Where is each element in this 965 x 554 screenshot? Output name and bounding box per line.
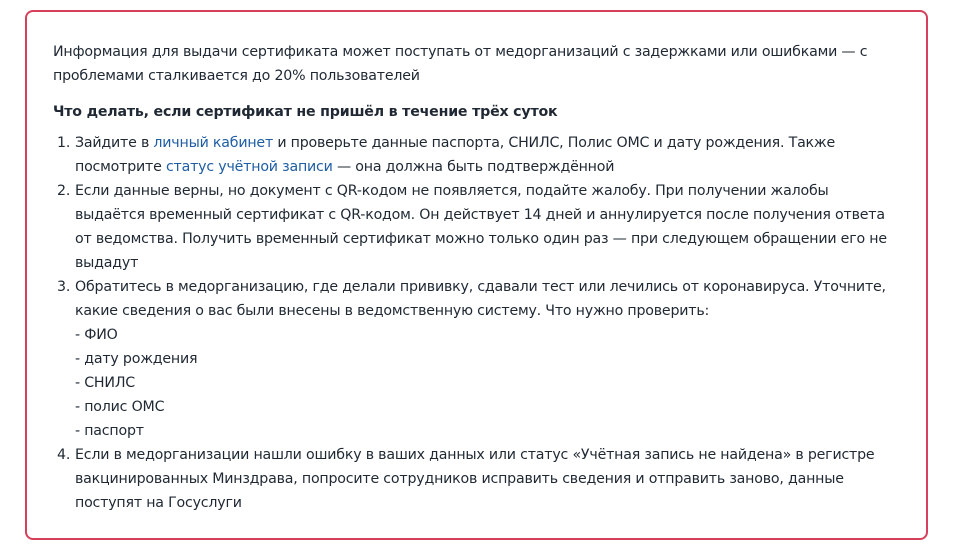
steps-list [53,131,902,515]
step-2-text: Если данные верны, но документ с QR-кодом не появляется, подайте жалобу. При получении жалобы выдаётся временный сертификат с QR-кодом. Он действует 14 дней и аннулируется после получения ответа от ведомства. Получить временный сертификат можно только один раз — при следующем обращении его не выдадут [75,183,887,271]
step-1-text-a: Зайдите в [75,135,154,151]
account-status-link[interactable]: статус учётной записи [165,159,333,175]
step-3 [53,275,902,443]
step-number: 1. [57,135,71,151]
step-2 [53,179,902,275]
section-heading: Что делать, если сертификат не пришёл в течение трёх суток [53,104,558,120]
check-item-birthdate: - дату рождения [75,351,198,367]
step-number: 3. [57,279,71,295]
step-1 [53,131,902,179]
check-item-passport: - паспорт [75,423,144,439]
check-item-snils: - СНИЛС [75,375,135,391]
step-3-text: Обратитесь в медорганизацию, где делали прививку, сдавали тест или лечились от коронавируса. Уточните, какие сведения о вас были внесены в ведомственную систему. Что нужно проверить: [75,279,886,319]
intro-text: Информация для выдачи сертификата может поступать от медорганизаций с задержками или ошибками — с проблемами сталкивается до 20% пользователей [53,44,868,84]
step-4-text: Если в медорганизации нашли ошибку в ваших данных или статус «Учётная запись не найдена» в регистре вакцинированных Минздрава, попросите сотрудников исправить сведения и отправить заново, данные поступят на Госуслуги [75,447,875,511]
step-1-text-b: и проверьте данные паспорта, СНИЛС, Полис ОМС и дату рождения. Также посмотрите [75,135,836,175]
info-card [25,10,928,540]
step-4 [53,443,902,515]
step-1-text-c: — она должна быть подтверждённой [332,159,615,175]
personal-account-link[interactable]: личный кабинет [153,135,274,151]
step-number: 4. [57,447,71,463]
step-number: 2. [57,183,71,199]
check-item-fio: - ФИО [75,327,118,343]
check-list [75,323,902,443]
check-item-oms: - полис ОМС [75,399,165,415]
